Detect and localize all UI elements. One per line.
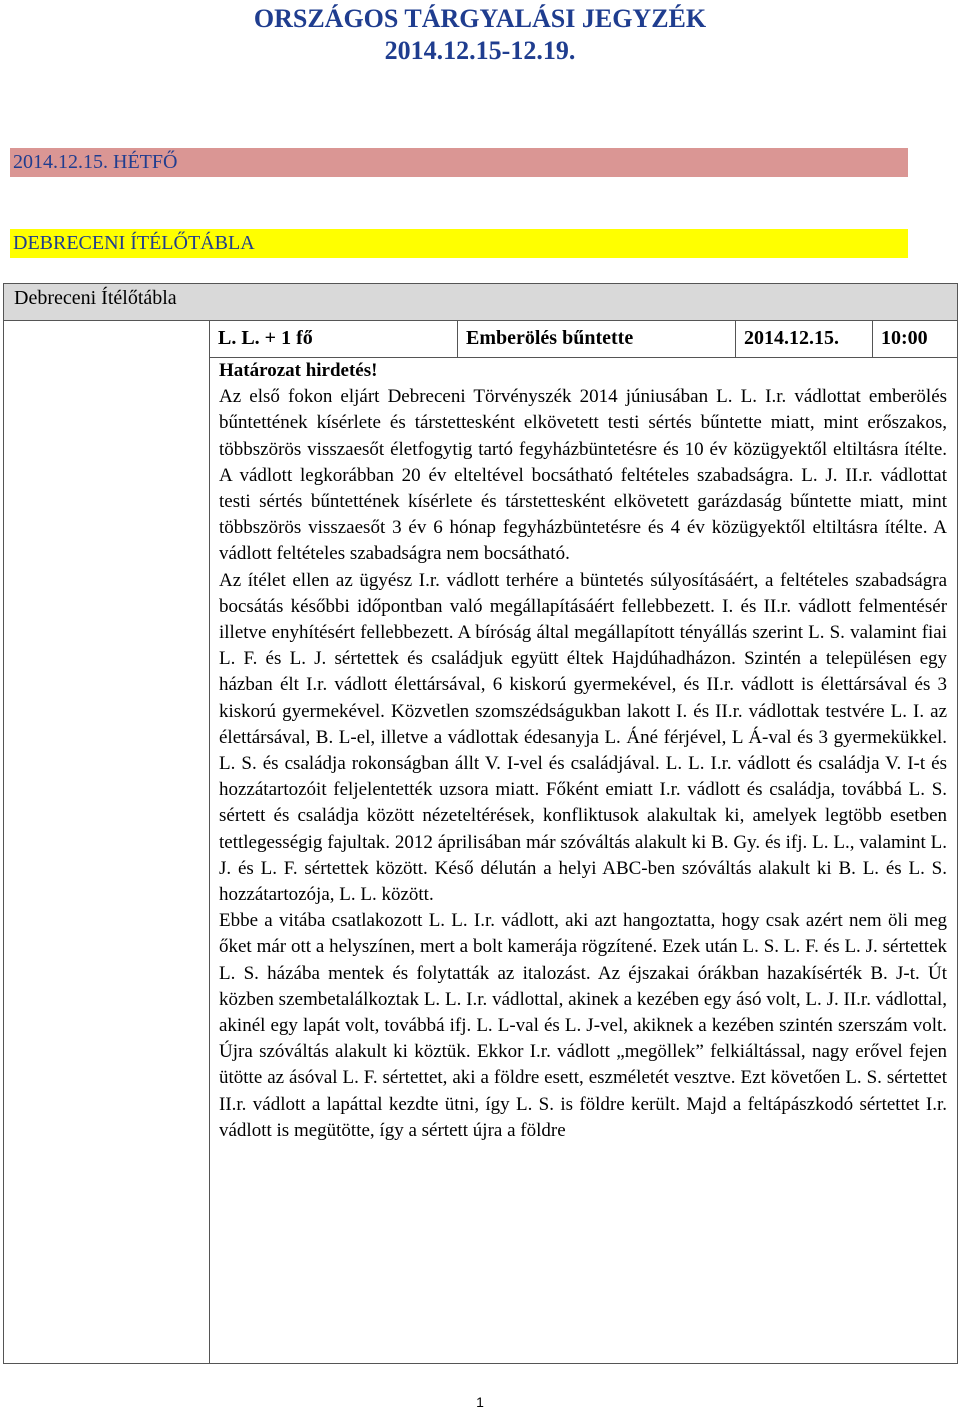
case-description bbox=[210, 358, 958, 1364]
case-heading: Határozat hirdetés! bbox=[219, 360, 378, 381]
case-crime: Emberölés bűntette bbox=[458, 321, 736, 358]
document-date-range: 2014.12.15-12.19. bbox=[384, 36, 576, 65]
left-blank-column bbox=[4, 321, 210, 1364]
case-paragraph: Az első fokon eljárt Debreceni Törvényszék 2014 júniusában L. L. I.r. vádlottat emberölés bűntettének kísérlete és társtettesként elkövetett testi sértés bűntette miatt, mint erőszakos, többszörös visszaesőt életfogytig tartó fegyházbüntetésre és 10 év közügyektől eltiltásra ítélte. A vádlott legkorábban 20 év elteltével bocsátható feltételes szabadságra. L. J. II.r. vádlottat testi sértés bűntettének kísérlete és társtettesként elkövetett garázdaság bűntette miatt, mint többszörös visszaesőt 3 év 6 hónap fegyházbüntetésre és 4 év közügyektől eltiltásra ítélte. A vádlott feltételes szabadságra nem bocsátható. bbox=[219, 386, 948, 565]
day-heading: 2014.12.15. HÉTFŐ bbox=[10, 148, 908, 177]
case-parties: L. L. + 1 fő bbox=[210, 321, 458, 358]
court-name-row: Debreceni Ítélőtábla bbox=[4, 284, 958, 321]
case-time: 10:00 bbox=[873, 321, 958, 358]
case-header-row bbox=[4, 321, 958, 358]
case-paragraph: Az ítélet ellen az ügyész I.r. vádlott terhére a büntetés súlyosításáért, a feltételes szabadságra bocsátás későbbi időpontban való megállapításáért fellebbezett. I. és II.r. vádlott felmentésér illetve enyhítésért fellebbezett. A bíróság által megállapított tényállás szerint L. S. valamint fiai L. F. és L. J. sértettek és családjuk együtt éltek Hajdúhadházon. Szintén a településen egy házban élt I.r. vádlott élettársával, 6 kiskorú gyermekével, és II.r. vádlott is élettársával és 3 kiskorú gyermekével. Közvetlen szomszédságukban lakott I. és II.r. vádlottak testvére L. I. az élettársával, B. L-el, illetve a vádlottak édesanyja L. Áné férjével, L Á-val és 3 gyermekükkel. L. S. és családja rokonságban állt V. I-vel és családjával. L. L. I.r. vádlott és családja V. I-t és hozzátartozóit feljelentették uzsora miatt. Főként emiatt I.r. vádlott és családja, továbbá L. S. sértett és családja között nézeteltérések, konfliktusok alakultak ki, amelyek legtöbb esetben tettlegességig fajultak. 2012 áprilisában már szóváltás alakult ki B. Gy. és ifj. L. L., valamint L. J. és L. F. sértettek között. Késő délután a helyi ABC-ben szóváltás alakult ki B. L. és L. S. hozzátartozója, L. L. között. bbox=[219, 569, 948, 906]
case-date: 2014.12.15. bbox=[736, 321, 873, 358]
court-heading: DEBRECENI ÍTÉLŐTÁBLA bbox=[10, 229, 908, 258]
page-number: 1 bbox=[476, 1394, 484, 1410]
document-title: ORSZÁGOS TÁRGYALÁSI JEGYZÉK bbox=[253, 4, 707, 33]
case-table bbox=[3, 283, 958, 1364]
case-paragraph: Ebbe a vitába csatlakozott L. L. I.r. vádlott, aki azt hangoztatta, hogy csak azért nem öli meg őket már ott a helyszínen, mert a bolt kamerája rögzítené. Ezek után L. S. L. F. és L. J. sértettek L. S. házába mentek és folytatták az italozást. Az éjszakai órákban hazakísérték B. J-t. Út közben szembetalálkoztak L. L. I.r. vádlottal, akinek a kezében egy ásó volt, L. J. II.r. vádlottal, akinél egy lapát volt, továbbá ifj. L. L-val és L. J-vel, akiknek a kezében szintén szerszám volt. Újra szóváltás alakult ki köztük. Ekkor I.r. vádlott „megöllek” felkiáltással, nagy erővel fejen ütötte az ásóval L. F. sértettet, aki a földre esett, eszméletét vesztve. Ezt követően L. S. sértettet II.r. vádlott a lapáttal kezdte ütni, így L. S. is földre került. Majd a feltápászkodó sértettet I.r. vádlott is megütötte, így a sértett újra a földre bbox=[219, 910, 948, 1141]
